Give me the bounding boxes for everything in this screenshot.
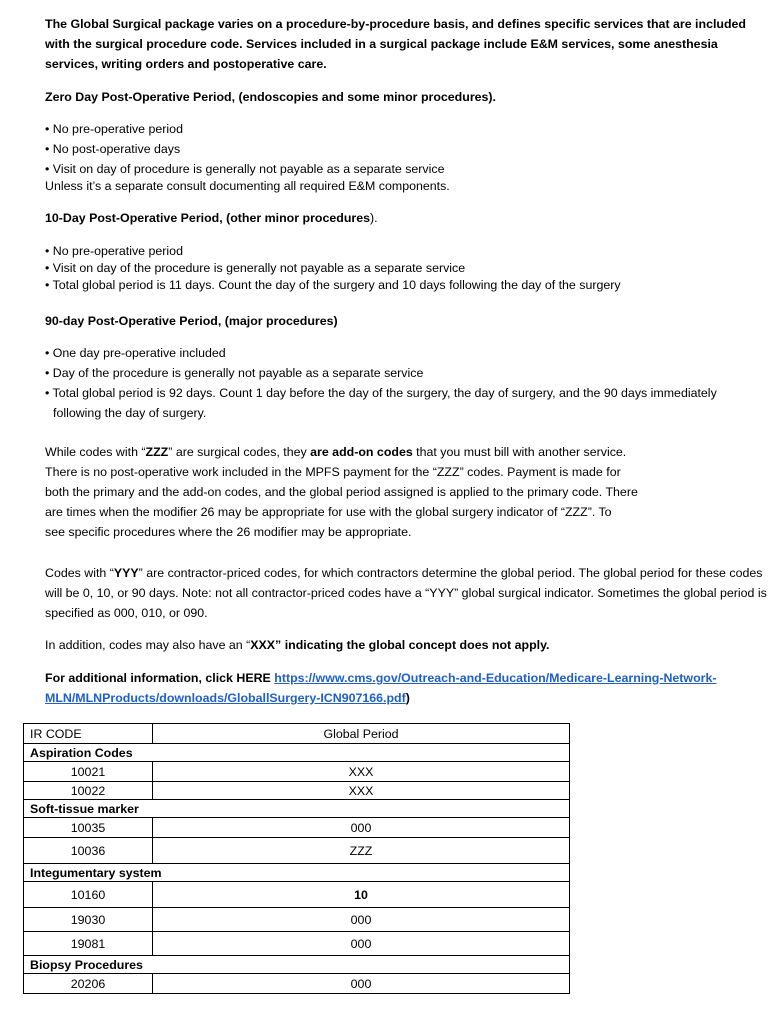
zzz-line: There is no post-operative work included in the MPFS payment for the “ZZZ” codes. Payment is made for [45,465,621,479]
code-cell: 19081 [24,932,153,956]
zero-day-heading: Zero Day Post-Operative Period, (endoscopies and some minor procedures). [45,90,496,104]
list-item-continuation: following the day of surgery. [53,406,207,420]
period-cell: ZZZ [153,838,570,864]
cms-link-continuation[interactable]: MLN/MLNProducts/downloads/GloballSurgery-ICN907166.pdf [45,691,406,705]
code-cell: 10022 [24,782,153,800]
more-info-paragraph [45,668,716,708]
ten-day-heading-text: 10-Day Post-Operative Period, (other minor procedures [45,211,370,225]
list-item: • No pre-operative period [45,244,183,258]
period-cell: 000 [153,974,570,994]
list-item: • One day pre-operative included [45,346,226,360]
intro-line: with the surgical procedure code. Services included in a surgical package include E&M services, some anesthesia [45,37,718,51]
code-cell: 19030 [24,908,153,932]
code-cell: 10035 [24,818,153,838]
cms-link[interactable]: https://www.cms.gov/Outreach-and-Education/Medicare-Learning-Network- [274,671,717,685]
list-item: • Day of the procedure is generally not payable as a separate service [45,366,424,380]
table-row [24,838,570,864]
code-cell: 10160 [24,882,153,908]
table-section-row [24,864,570,882]
ten-day-heading-tail: ). [370,211,378,225]
table-row [24,932,570,956]
table-section-row [24,744,570,762]
yyy-text: ” are contractor-priced codes, for which contractors determine the global period. The global period for these codes [138,566,763,580]
period-cell: XXX [153,762,570,782]
list-item: • Visit on day of procedure is generally not payable as a separate service [45,162,445,176]
zzz-text: ” are surgical codes, they [168,445,311,459]
zzz-line: see specific procedures where the 26 modifier may be appropriate. [45,525,412,539]
zzz-text: While codes with “ [45,445,146,459]
xxx-paragraph [45,635,550,655]
table-section-row [24,800,570,818]
more-info-suffix: ) [405,691,410,705]
intro-paragraph [45,14,746,74]
table-header-row [24,724,570,744]
code-cell: 10021 [24,762,153,782]
table-row [24,882,570,908]
ten-day-heading [45,208,378,228]
list-item: • Visit on day of the procedure is generally not payable as a separate service [45,261,466,275]
period-cell: 000 [153,932,570,956]
ir-code-table [23,723,570,994]
zzz-emphasis: are add-on codes [310,445,413,459]
zzz-line: both the primary and the add-on codes, and the global period assigned is applied to the primary code. There [45,485,638,499]
section-label: Soft-tissue marker [24,800,570,818]
period-cell: 10 [153,882,570,908]
period-cell: 000 [153,818,570,838]
code-cell: 10036 [24,838,153,864]
zzz-line: are times when the modifier 26 may be appropriate for use with the global surgery indicator of “ZZZ”. To [45,505,612,519]
list-item: • No post-operative days [45,142,181,156]
yyy-text: Codes with “ [45,566,114,580]
header-global-period: Global Period [153,724,570,744]
yyy-line [45,563,767,583]
section-label: Biopsy Procedures [24,956,570,974]
table-row [24,762,570,782]
xxx-emphasis: XXX” indicating the global concept does not apply. [250,638,550,652]
period-cell: XXX [153,782,570,800]
ninety-day-heading: 90-day Post-Operative Period, (major procedures) [45,314,338,328]
intro-line: services, writing orders and postoperative care. [45,57,327,71]
zzz-code: ZZZ [145,445,169,459]
ninety-day-list [45,343,717,423]
ten-day-list [45,243,621,294]
list-item: • Total global period is 92 days. Count 1 day before the day of the surgery, the day of surgery, and the 90 days immediately [45,386,717,400]
section-label: Integumentary system [24,864,570,882]
list-item: • Total global period is 11 days. Count the day of the surgery and 10 days following the day of the surgery [45,278,621,292]
yyy-paragraph [45,563,767,623]
yyy-code: YYY [113,566,139,580]
table-section-row [24,956,570,974]
table-row [24,818,570,838]
more-info-line [45,688,716,708]
code-cell: 20206 [24,974,153,994]
yyy-line: will be 0, 10, or 90 days. Note: not all contractor-priced codes have a “YYY” global surgical indicator. Sometimes the global period is [45,586,767,600]
header-ir-code: IR CODE [24,724,153,744]
period-cell: 000 [153,908,570,932]
table-row [24,908,570,932]
more-info-line [45,668,716,688]
more-info-prefix: For additional information, click HERE [45,671,275,685]
table-row [24,782,570,800]
zzz-paragraph [45,442,638,542]
yyy-line: specified as 000, 010, or 090. [45,606,208,620]
zzz-line [45,442,638,462]
list-item: • No pre-operative period [45,122,183,136]
section-label: Aspiration Codes [24,744,570,762]
zzz-text: that you must bill with another service. [412,445,627,459]
zero-day-list [45,119,444,179]
xxx-text: In addition, codes may also have an “ [45,638,251,652]
zero-day-note: Unless it’s a separate consult documenting all required E&M components. [45,179,450,193]
table-row [24,974,570,994]
intro-line: The Global Surgical package varies on a procedure-by-procedure basis, and defines specific services that are included [45,17,747,31]
